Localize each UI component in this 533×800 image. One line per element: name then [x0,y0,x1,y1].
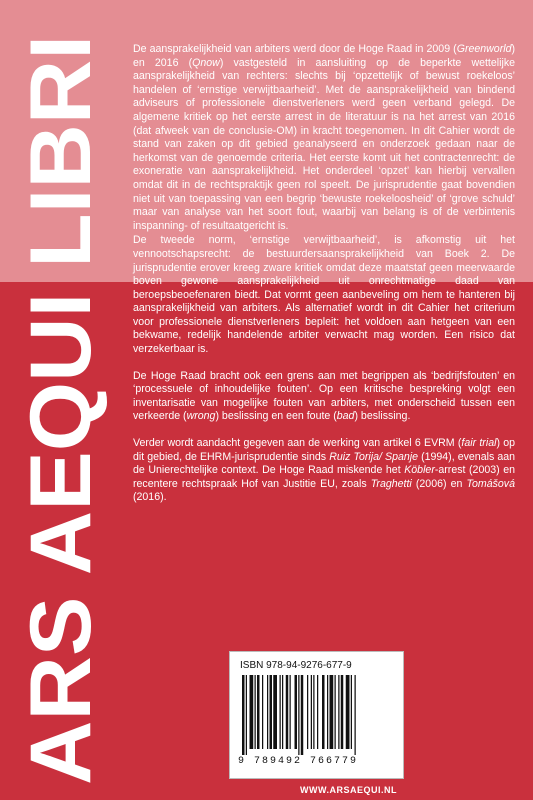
barcode-bar [270,675,273,749]
barcode-bar [335,675,336,749]
barcode-bar [262,675,263,749]
barcode-bar [298,675,299,755]
barcode-bar [338,675,339,749]
barcode-bar [257,675,260,749]
blurb-paragraph-2: De tweede norm, ‘ernstige verwijtbaarheid’, is afkomstig uit het vennootschapsrecht: de bestuurdersaansprakelijkheid van Boek 2. De jurisprudentie erover kreeg zware kritiek omdat deze maatstaf geen meerwaarde boven gewone aansprakelijkheid uit onrechtmatige daad van beroepsbeoefenaren biedt. Dat vormt geen aanbeveling om hem te hanteren bij aansprakelijkheid van arbiters. Als alternatief wordt in dit Cahier het criterium voor professionele dienstverleners bepleit: het voldoen aan hetgeen van een bekwame, redelijk handelende arbiter verwacht mag worden. Een risico dat verzekerbaar is. [133,234,515,356]
barcode-bar [346,675,350,749]
barcode-bar [295,675,298,749]
barcode-bar [307,675,308,749]
barcode-bar [327,675,328,749]
barcode-bar [250,675,254,749]
barcode-bar [330,675,334,749]
barcode-bars [240,675,395,755]
series-title [12,20,112,790]
blurb-paragraph-4: Verder wordt aandacht gegeven aan de werking van artikel 6 EVRM (fair trial) op dit gebied, de EHRM-jurisprudentie sinds Ruiz Torija/ Spanje (1994), evenals aan de Unierechtelijke context. De Hoge Raad miskende het Köbler-arrest (2003) en recentere rechtspraak Hof van Justitie EU, zoals Traghetti (2006) en Tomášová (2016). [133,437,516,504]
blurb-text [133,43,515,518]
barcode-bar [282,675,283,749]
barcode-bar [311,675,312,749]
website-link[interactable]: WWW.ARSAEQUI.NL [300,785,397,795]
blurb-paragraph-1: De aansprakelijkheid van arbiters werd door de Hoge Raad in 2009 (Greenworld) en 2016 (Qnow) vastgesteld in aansluiting op de beperkte wettelijke aansprakelijkheid van rechters: slechts bij ‘opzettelijk of bewust roekeloos’ handelen of ‘ernstige verwijtbaarheid’. Met de aansprakelijkheid van bindend adviseurs of professionele dienstverleners werd geen verband gelegd. De algemene kritiek op het eerste arrest in de literatuur is na het arrest van 2016 (dat afweek van de conclusie-OM) in kracht toegenomen. In dit Cahier wordt de stand van zaken op dit gebied geanalyseerd en onderzoek gedaan naar de herkomst van de genoemde criteria. Het eerste komt uit het contractenrecht: de exoneratie van aansprakelijkheid. Het onderdeel ‘opzet’ kan hierbij vervallen omdat dit in de rechtspraktijk geen rol speelt. De jurisprudentie gaat bovendien niet uit van toepassing van een begrip ‘bewuste roekeloosheid’ of ‘grove schuld’ maar van analyse van het soort fout, waarbij van belang is of de verbintenis inspanning- of resultaatgericht is. [133,43,516,232]
barcode-box [229,651,404,779]
series-title-text: ARS AEQUI LIBRI [13,61,109,785]
blurb-paragraph-3: De Hoge Raad bracht ook een grens aan met begrippen als ‘bedrijfsfouten’ en ‘processuele of inhoudelijke fouten’. Op een kritische bespreking volgt een inventarisatie van mogelijke fouten van arbiters, met onderscheid tussen een verkeerde (wrong) beslissing en een foute (bad) beslissing. [133,369,515,423]
barcode-bar [255,675,256,749]
barcode-bar [341,675,344,749]
barcode-bar [267,675,268,749]
barcode-bar [280,675,281,749]
barcode-bar [301,675,304,755]
series-title-svg [12,20,112,790]
barcode-bar [355,675,356,755]
barcode-bar [317,675,318,749]
barcode-bar [322,675,325,749]
barcode-bar [273,675,277,749]
barcode-bar [313,675,314,749]
barcode-bar [351,675,352,749]
barcode-bar [286,675,289,749]
barcode-bar [290,675,291,749]
isbn-label: ISBN 978-94-9276-677-9 [240,660,352,671]
barcode-bar [242,675,245,755]
barcode-digits: 9 789492 766779 [238,756,359,767]
barcode-bar [246,675,247,755]
